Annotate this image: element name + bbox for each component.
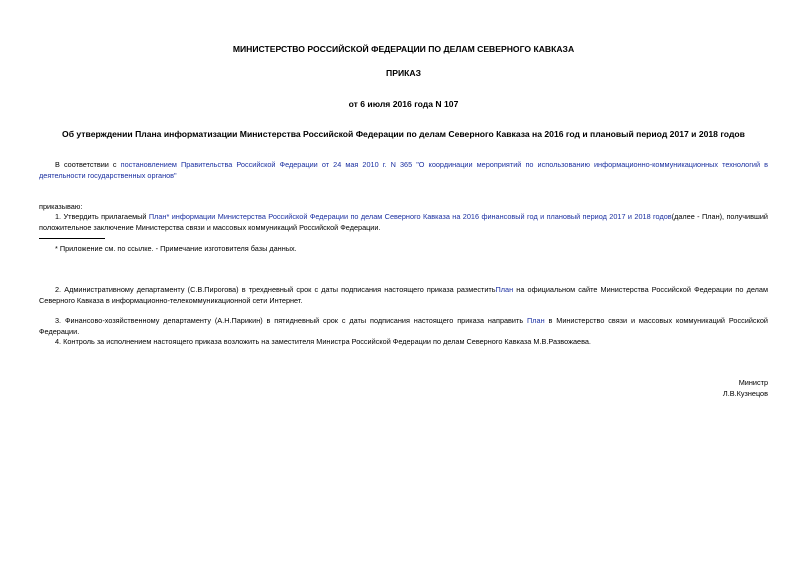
item-1-suffix: (далее - План), получивший положительное заключение Министерства связи и массовых коммуникаций Российской Федерации. <box>39 212 768 232</box>
document-title: Об утверждении Плана информатизации Министерства Российской Федерации по делам Северного Кавказа на 2016 год и плановый период 2017 и 2018 годов <box>62 129 745 139</box>
item-2-suffix: на официальном сайте Министерства Российской Федерации по делам Северного Кавказа в информационно-телекоммуникационной сети Интернет. <box>39 285 768 305</box>
order-word: приказываю: <box>39 202 83 211</box>
footnote-separator <box>39 238 105 239</box>
signature-position: Министр <box>738 378 768 387</box>
doc-type-heading: ПРИКАЗ <box>386 68 421 78</box>
item-2-paragraph <box>39 284 768 306</box>
footnote: * Приложение см. по ссылке. - Примечание изготовителя базы данных. <box>55 244 297 253</box>
item-2-prefix: 2. Административному департаменту (С.В.Пирогова) в трехдневный срок с даты подписания настоящего приказа разместить <box>55 285 496 294</box>
preamble-paragraph <box>39 159 768 181</box>
item-3-prefix: 3. Финансово-хозяйственному департаменту (А.Н.Парикин) в пятидневный срок с даты подписания настоящего приказа направить <box>55 316 528 325</box>
preamble-prefix: В соответствии с <box>55 160 121 169</box>
item-1-paragraph <box>39 211 768 233</box>
item-3-plan-link[interactable]: План <box>527 316 545 325</box>
date-number: от 6 июля 2016 года N 107 <box>348 99 459 109</box>
item-4-paragraph: 4. Контроль за исполнением настоящего приказа возложить на заместителя Министра Российской Федерации по делам Северного Кавказа М.В.Развожаева. <box>55 337 591 346</box>
preamble-link[interactable]: постановлением Правительства Российской Федерации от 24 мая 2010 г. N 365 "О координации мероприятий по использованию информационно-коммуникационных технологий в деятельности государственных органов" <box>39 160 768 180</box>
ministry-heading: МИНИСТЕРСТВО РОССИЙСКОЙ ФЕДЕРАЦИИ ПО ДЕЛАМ СЕВЕРНОГО КАВКАЗА <box>232 44 575 54</box>
item-3-paragraph <box>39 315 768 337</box>
item-2-plan-link[interactable]: План <box>495 285 514 294</box>
item-1-plan-link[interactable]: План* информации Министерства Российской Федерации по делам Северного Кавказа на 2016 финансовый год и плановый период 2017 и 2018 годов <box>148 212 672 221</box>
signature-name: Л.В.Кузнецов <box>722 389 768 398</box>
item-3-suffix: в Министерство связи и массовых коммуникаций Российской Федерации. <box>39 316 768 336</box>
item-1-prefix: 1. Утвердить прилагаемый <box>55 212 149 221</box>
